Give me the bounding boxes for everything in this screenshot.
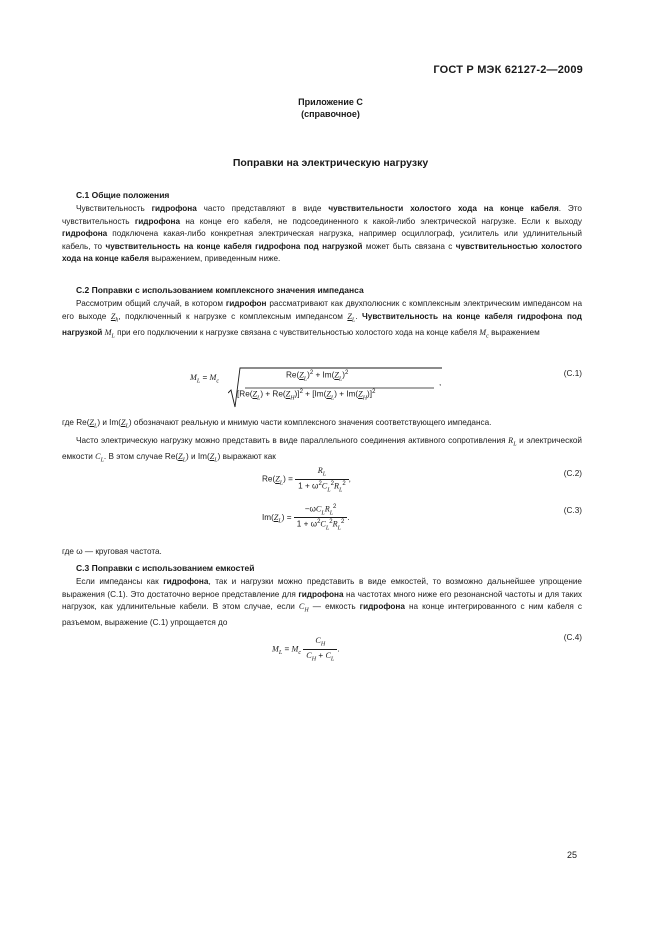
section-c3-paragraph: Если импедансы как гидрофона, так и нагрузки можно представить в виде емкостей, то возможно дальнейшее упрощение выражения (С.1). Это достаточно верное представление для гидрофона на частотах много ниже его резонансной частоты и для таких нагрузок, как удлинительные кабели. В этом случае, если $C_H$ — емкость гидрофона на конце интегрированного с ним кабеля с разъемом, выражение (С.1) упрощается до [62,577,582,628]
equation-c4-number: (С.4) [563,633,582,642]
equation-c2: $Re(Z_L)$ = $\frac{R_L}{1 + \omega^2C_L^2R_L^2}$ , [262,466,351,494]
equation-c1: $M_L = M_c$ [190,373,220,385]
page-title: Поправки на электрическую нагрузку [232,157,429,169]
section-c2-paragraph-1: Рассмотрим общий случай, в котором гидрофон рассматривают как двухполюсник с комплексным электрическим импедансом на его выходе $Z_h$, подключенный к нагрузке с комплексным импедансом $Z_L$. Чувствительность на конце кабеля гидрофона под нагрузкой $M_L$ при его подключении к нагрузке связана с чувствительностью холостого хода на конце кабеля $M_c$ выражением [62,299,582,340]
appendix-type: (справочное) [301,109,360,119]
appendix-label: Приложение С [298,97,363,107]
equation-c3-number: (С.3) [563,506,582,515]
equation-c1-denominator: $[Re(Z_L) + Re(Z_H)]^2 + [Im(Z_L) + Im(Z_H)]^2$ [237,389,376,402]
document-id: ГОСТ Р МЭК 62127-2—2009 [433,64,583,76]
section-c1-paragraph: Чувствительность гидрофона часто представляют в виде чувствительности холостого хода на конце кабеля. Это чувствительность гидрофона на конце его кабеля, не подсоединенного к какой-либо электрической нагрузке. Если к выходу гидрофона подключена какая-либо конкретная электрическая нагрузка, например осциллограф, усилитель или удлинительный кабель, то чувствительность на конце кабеля гидрофона под нагрузкой может быть связана с чувствительностью холостого хода на конце кабеля выражением, приведенным ниже. [62,204,583,264]
section-c2-paragraph-2: где $Re(Z_L)$ и $Im(Z_L)$ обозначают реальную и мнимую части комплексного значения соответствующего импеданса. [62,418,492,430]
section-c2-paragraph-3: Часто электрическую нагрузку можно представить в виде параллельного соединения активного сопротивления $R_L$ и электрической емкости $C_L$. В этом случае $Re(Z_L)$ и $Im(Z_L)$ выражают как [62,436,582,464]
section-c3-heading: С.3 Поправки с использованием емкостей [76,563,255,573]
page-number: 25 [566,850,577,860]
appendix-heading [0,96,661,120]
equation-c1-numerator: $Re(Z_L)^2 + Im(Z_L)^2$ [286,370,349,383]
section-c1-heading: С.1 Общие положения [76,190,170,200]
equation-c3: $Im(Z_L)$ = $\frac{-\omega C_LR_L^2}{1 + \omega^2C_L^2R_L^2}$ . [262,504,350,532]
equation-c1-number: (С.1) [563,369,582,378]
equation-c4: $M_L = M_c$ $\frac{C_H}{C_H + C_L}$ . [272,636,340,663]
section-c2-heading: С.2 Поправки с использованием комплексного значения импеданса [76,285,364,295]
omega-note: где ω — круговая частота. [62,547,162,556]
equation-c2-number: (С.2) [563,469,582,478]
